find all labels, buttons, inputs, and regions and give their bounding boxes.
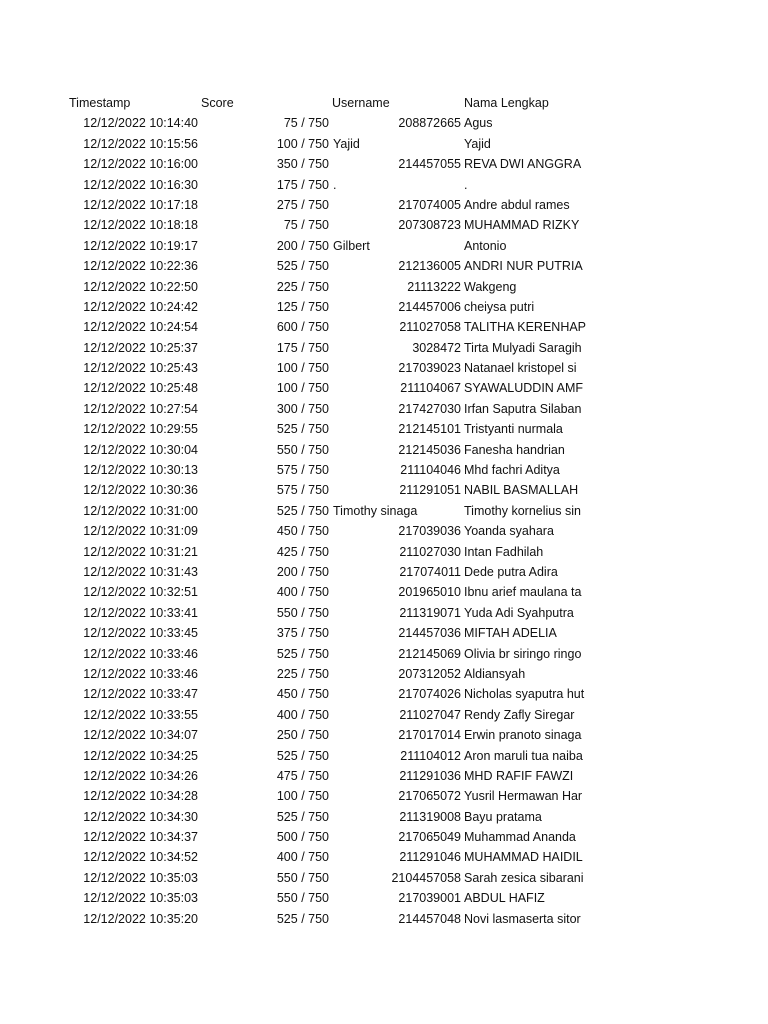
cell-score: 525 / 750 [276,646,329,661]
cell-nama-lengkap: Aron maruli tua naiba [464,748,583,763]
cell-timestamp: 12/12/2022 10:25:37 [83,340,198,355]
cell-score: 525 / 750 [276,809,329,824]
table-row [0,705,768,725]
table-row [0,684,768,704]
cell-username: 211027047 [399,707,461,722]
cell-timestamp: 12/12/2022 10:34:26 [83,768,198,783]
cell-nama-lengkap: Sarah zesica sibarani [464,870,584,885]
cell-username: 211291046 [399,850,461,865]
cell-timestamp: 12/12/2022 10:33:46 [83,646,198,661]
header-timestamp: Timestamp [69,96,131,110]
cell-timestamp: 12/12/2022 10:30:13 [83,463,198,478]
cell-score: 425 / 750 [276,544,329,559]
cell-score: 175 / 750 [276,177,329,192]
cell-username: 217039023 [398,361,461,376]
cell-nama-lengkap: REVA DWI ANGGRA [464,157,582,172]
cell-username: Yajid [333,136,360,151]
table-row [0,256,768,276]
cell-username: 214457006 [398,299,461,314]
cell-username: 217065072 [398,789,461,804]
cell-timestamp: 12/12/2022 10:31:21 [83,544,198,559]
cell-score: 300 / 750 [276,401,329,416]
cell-nama-lengkap: MIFTAH ADELIA [464,626,557,641]
table-row [0,827,768,847]
table-row [0,847,768,867]
cell-score: 550 / 750 [276,442,329,457]
cell-username: 211319071 [399,605,461,620]
cell-nama-lengkap: Fanesha handrian [464,442,565,457]
cell-timestamp: 12/12/2022 10:24:54 [83,320,198,335]
cell-score: 400 / 750 [276,707,329,722]
cell-nama-lengkap: Yajid [464,136,491,151]
cell-score: 550 / 750 [276,891,329,906]
cell-username: 211104067 [400,381,461,396]
cell-timestamp: 12/12/2022 10:34:52 [83,850,198,865]
cell-timestamp: 12/12/2022 10:31:09 [83,524,198,539]
cell-score: 550 / 750 [276,870,329,885]
cell-score: 525 / 750 [276,911,329,926]
cell-timestamp: 12/12/2022 10:25:48 [83,381,198,396]
header-score: Score [201,96,234,110]
cell-nama-lengkap: Agus [464,116,493,131]
cell-nama-lengkap: MUHAMMAD HAIDIL [464,850,583,865]
cell-username: . [333,177,337,192]
table-row [0,868,768,888]
cell-score: 450 / 750 [276,524,329,539]
table-row [0,236,768,256]
table-row [0,277,768,297]
cell-timestamp: 12/12/2022 10:35:03 [83,870,198,885]
cell-nama-lengkap: Wakgeng [464,279,517,294]
table-row [0,725,768,745]
cell-score: 500 / 750 [276,830,329,845]
cell-username: 217074011 [399,564,461,579]
cell-score: 525 / 750 [276,422,329,437]
cell-score: 100 / 750 [276,381,329,396]
cell-score: 225 / 750 [276,666,329,681]
cell-score: 200 / 750 [276,238,329,253]
cell-score: 175 / 750 [276,340,329,355]
cell-score: 525 / 750 [276,259,329,274]
table-row [0,542,768,562]
cell-username: 211027030 [399,544,461,559]
cell-username: Timothy sinaga [333,503,418,518]
cell-score: 525 / 750 [276,748,329,763]
cell-score: 75 / 750 [283,218,329,233]
table-row [0,113,768,133]
spreadsheet [0,93,768,929]
cell-timestamp: 12/12/2022 10:33:46 [83,666,198,681]
cell-nama-lengkap: SYAWALUDDIN AMF [464,381,583,396]
cell-score: 100 / 750 [276,136,329,151]
cell-nama-lengkap: Yuda Adi Syahputra [464,605,574,620]
table-row [0,460,768,480]
cell-username: 214457036 [398,626,461,641]
cell-timestamp: 12/12/2022 10:29:55 [83,422,198,437]
cell-timestamp: 12/12/2022 10:19:17 [83,238,198,253]
cell-nama-lengkap: Intan Fadhilah [464,544,544,559]
table-row [0,807,768,827]
cell-username: 217427030 [398,401,461,416]
cell-username: 211104046 [400,463,461,478]
cell-username: 2104457058 [391,870,461,885]
cell-timestamp: 12/12/2022 10:14:40 [83,116,198,131]
cell-nama-lengkap: Timothy kornelius sin [464,503,581,518]
cell-username: 212136005 [398,259,461,274]
table-row [0,746,768,766]
cell-username: Gilbert [333,238,370,253]
cell-timestamp: 12/12/2022 10:34:37 [83,830,198,845]
header-nama-lengkap: Nama Lengkap [464,96,549,110]
cell-score: 125 / 750 [276,299,329,314]
cell-username: 217039001 [398,891,461,906]
cell-nama-lengkap: NABIL BASMALLAH [464,483,579,498]
cell-nama-lengkap: MUHAMMAD RIZKY [464,218,580,233]
cell-score: 450 / 750 [276,687,329,702]
cell-nama-lengkap: Antonio [464,238,507,253]
cell-username: 211291036 [399,768,461,783]
cell-username: 211104012 [400,748,461,763]
cell-timestamp: 12/12/2022 10:15:56 [83,136,198,151]
table-row [0,603,768,623]
cell-nama-lengkap: Nicholas syaputra hut [464,687,585,702]
cell-nama-lengkap: Yoanda syahara [464,524,554,539]
cell-timestamp: 12/12/2022 10:34:28 [83,789,198,804]
header-username: Username [332,96,390,110]
cell-timestamp: 12/12/2022 10:16:00 [83,157,198,172]
cell-username: 207308723 [398,218,461,233]
cell-timestamp: 12/12/2022 10:17:18 [83,197,198,212]
cell-username: 212145101 [398,422,461,437]
table-row [0,501,768,521]
header-row [0,93,768,113]
cell-timestamp: 12/12/2022 10:33:41 [83,605,198,620]
cell-nama-lengkap: cheiysa putri [464,299,535,314]
cell-score: 550 / 750 [276,605,329,620]
table-row [0,521,768,541]
cell-score: 225 / 750 [276,279,329,294]
table-row [0,664,768,684]
cell-score: 400 / 750 [276,585,329,600]
cell-nama-lengkap: Ibnu arief maulana ta [464,585,582,600]
table-row [0,338,768,358]
cell-username: 211291051 [399,483,461,498]
table-row [0,786,768,806]
cell-score: 575 / 750 [276,463,329,478]
cell-score: 275 / 750 [276,197,329,212]
cell-nama-lengkap: Tristyanti nurmala [464,422,563,437]
cell-score: 250 / 750 [276,728,329,743]
table-row [0,399,768,419]
table-row [0,195,768,215]
cell-username: 21113222 [407,279,461,294]
cell-nama-lengkap: TALITHA KERENHAP [464,320,587,335]
table-row [0,766,768,786]
cell-timestamp: 12/12/2022 10:34:07 [83,728,198,743]
table-row [0,909,768,929]
cell-nama-lengkap: Mhd fachri Aditya [464,463,560,478]
cell-score: 100 / 750 [276,789,329,804]
cell-timestamp: 12/12/2022 10:22:36 [83,259,198,274]
table-row [0,888,768,908]
table-row [0,440,768,460]
cell-timestamp: 12/12/2022 10:32:51 [83,585,198,600]
table-body [0,113,768,929]
cell-score: 350 / 750 [276,157,329,172]
cell-timestamp: 12/12/2022 10:35:03 [83,891,198,906]
cell-timestamp: 12/12/2022 10:30:04 [83,442,198,457]
table-row [0,378,768,398]
table-row [0,215,768,235]
table-row [0,297,768,317]
cell-timestamp: 12/12/2022 10:33:47 [83,687,198,702]
cell-username: 217074005 [398,197,461,212]
cell-nama-lengkap: Bayu pratama [464,809,542,824]
table-row [0,419,768,439]
cell-nama-lengkap: Muhammad Ananda [464,830,576,845]
table-row [0,317,768,337]
cell-timestamp: 12/12/2022 10:31:00 [83,503,198,518]
cell-score: 375 / 750 [276,626,329,641]
cell-username: 201965010 [398,585,461,600]
cell-timestamp: 12/12/2022 10:33:55 [83,707,198,722]
table-row [0,562,768,582]
cell-score: 400 / 750 [276,850,329,865]
cell-score: 200 / 750 [276,564,329,579]
table-row [0,480,768,500]
cell-username: 212145069 [398,646,461,661]
cell-nama-lengkap: Erwin pranoto sinaga [464,728,582,743]
table-row [0,134,768,154]
cell-username: 207312052 [398,666,461,681]
cell-username: 3028472 [412,340,461,355]
cell-score: 75 / 750 [283,116,329,131]
cell-nama-lengkap: Tirta Mulyadi Saragih [464,340,582,355]
cell-score: 575 / 750 [276,483,329,498]
cell-timestamp: 12/12/2022 10:16:30 [83,177,198,192]
cell-nama-lengkap: Yusril Hermawan Har [464,789,583,804]
cell-username: 214457048 [398,911,461,926]
table-row [0,623,768,643]
table-row [0,644,768,664]
cell-username: 217017014 [398,728,461,743]
table-row [0,582,768,602]
cell-timestamp: 12/12/2022 10:35:20 [83,911,198,926]
cell-score: 525 / 750 [276,503,329,518]
cell-username: 211319008 [399,809,461,824]
cell-score: 475 / 750 [276,768,329,783]
cell-nama-lengkap: Dede putra Adira [464,564,558,579]
cell-timestamp: 12/12/2022 10:25:43 [83,361,198,376]
cell-timestamp: 12/12/2022 10:22:50 [83,279,198,294]
cell-username: 212145036 [398,442,461,457]
cell-timestamp: 12/12/2022 10:34:25 [83,748,198,763]
cell-username: 214457055 [398,157,461,172]
cell-nama-lengkap: ABDUL HAFIZ [464,891,545,906]
cell-score: 600 / 750 [276,320,329,335]
cell-timestamp: 12/12/2022 10:33:45 [83,626,198,641]
cell-nama-lengkap: MHD RAFIF FAWZI [464,768,574,783]
cell-nama-lengkap: Aldiansyah [464,666,526,681]
cell-timestamp: 12/12/2022 10:30:36 [83,483,198,498]
table-row [0,175,768,195]
cell-username: 217039036 [398,524,461,539]
cell-username: 211027058 [399,320,461,335]
table-row [0,358,768,378]
cell-nama-lengkap: Natanael kristopel si [464,361,577,376]
cell-nama-lengkap: Irfan Saputra Silaban [464,401,582,416]
cell-timestamp: 12/12/2022 10:31:43 [83,564,198,579]
cell-nama-lengkap: ANDRI NUR PUTRIA [464,259,583,274]
cell-nama-lengkap: Rendy Zafly Siregar [464,707,575,722]
cell-timestamp: 12/12/2022 10:18:18 [83,218,198,233]
cell-nama-lengkap: Olivia br siringo ringo [464,646,582,661]
cell-nama-lengkap: . [464,177,468,192]
cell-nama-lengkap: Novi lasmaserta sitor [464,911,581,926]
cell-timestamp: 12/12/2022 10:34:30 [83,809,198,824]
cell-timestamp: 12/12/2022 10:27:54 [83,401,198,416]
cell-timestamp: 12/12/2022 10:24:42 [83,299,198,314]
cell-username: 217074026 [398,687,461,702]
cell-nama-lengkap: Andre abdul rames [464,197,570,212]
cell-score: 100 / 750 [276,361,329,376]
cell-username: 217065049 [398,830,461,845]
cell-username: 208872665 [398,116,461,131]
table-row [0,154,768,174]
